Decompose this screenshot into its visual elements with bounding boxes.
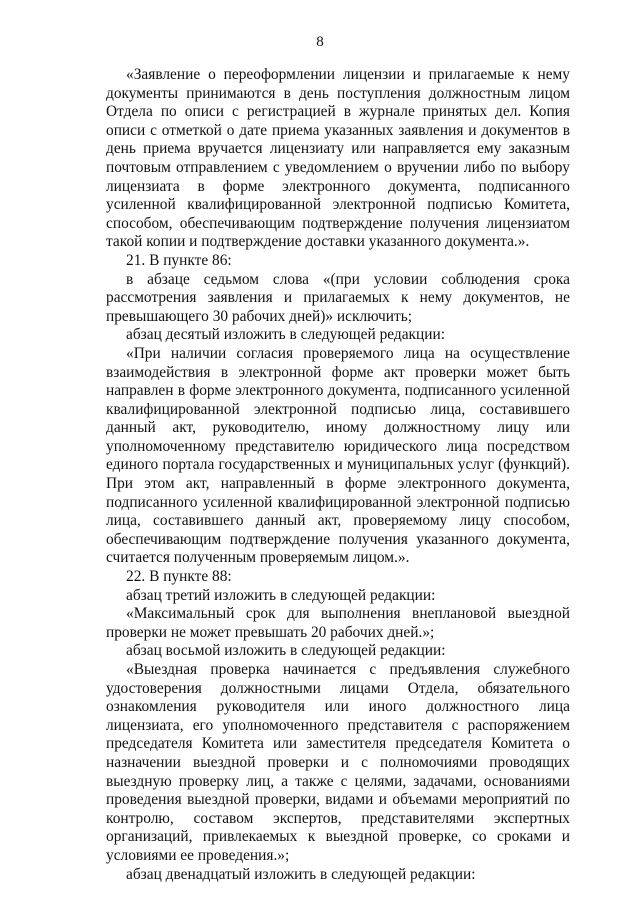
document-body <box>106 66 570 884</box>
paragraph-max-unscheduled-inspection-term: «Максимальный срок для выполнения внеплановой выездной проверки не может превышать 20 рабочих дней.»; <box>106 605 570 641</box>
page-number: 8 <box>316 34 324 50</box>
paragraph-item-21-heading: 21. В пункте 86: <box>126 251 232 269</box>
paragraph-license-reissue-application: «Заявление о переоформлении лицензии и прилагаемые к нему документы принимаются в день поступления должностным лицом Отдела по описи с регистрацией в журнале принятых дел. Копия описи с отметкой о дате приема указанных заявления и документов в день приема вручается лицензиату или направляется ему заказным почтовым отправлением с уведомлением о вручении либо по выбору лицензиата в форме электронного документа, подписанного усиленной квалифицированной электронной подписью Комитета, способом, обеспечивающим подтверждение получения лицензиатом такой копии и подтверждение доставки указанного документа.». <box>106 66 570 251</box>
paragraph-electronic-inspection-act: «При наличии согласия проверяемого лица на осуществление взаимодействия в электронной форме акт проверки может быть направлен в форме электронного документа, подписанного усиленной квалифицированной электронной подписью лица, составившего данный акт, руководителю, иному должностному лицу или уполномоченному представителю юридического лица посредством единого портала государственных и муниципальных услуг (функций). При этом акт, направленный в форме электронного документа, подписанного усиленной квалифицированной электронной подписью лица, составившего данный акт, проверяемому лицу способом, обеспечивающим подтверждение получения указанного документа, считается полученным проверяемым лицом.». <box>106 344 570 567</box>
paragraph-item-88-eighth-abzac-intro: абзац восьмой изложить в следующей редакции: <box>126 642 446 660</box>
paragraph-item-88-twelfth-abzac-intro: абзац двенадцатый изложить в следующей редакции: <box>126 865 476 883</box>
paragraph-item-86-tenth-abzac-intro: абзац десятый изложить в следующей редакции: <box>126 326 446 344</box>
paragraph-onsite-inspection-start: «Выездная проверка начинается с предъявления служебного удостоверения должностными лицами Отдела, обязательного ознакомления руководителя или иного должностного лица лицензиата, его уполномоченного представителя с распоряжением председателя Комитета или заместителя председателя Комитета о назначении выездной проверки и с полномочиями проводящих выездную проверку лиц, а также с целями, задачами, основаниями проведения выездной проверки, видами и объемами мероприятий по контролю, составом экспертов, представителями экспертных организаций, привлекаемых к выездной проверке, со сроками и условиями ее проведения.»; <box>106 661 570 864</box>
paragraph-item-22-heading: 22. В пункте 88: <box>126 568 232 586</box>
paragraph-item-88-third-abzac-intro: абзац третий изложить в следующей редакции: <box>126 586 436 604</box>
paragraph-item-86-seventh-abzac: в абзаце седьмом слова «(при условии соблюдения срока рассмотрения заявления и прилагаемых к нему документов, не превышающего 30 рабочих дней)» исключить; <box>106 270 570 325</box>
